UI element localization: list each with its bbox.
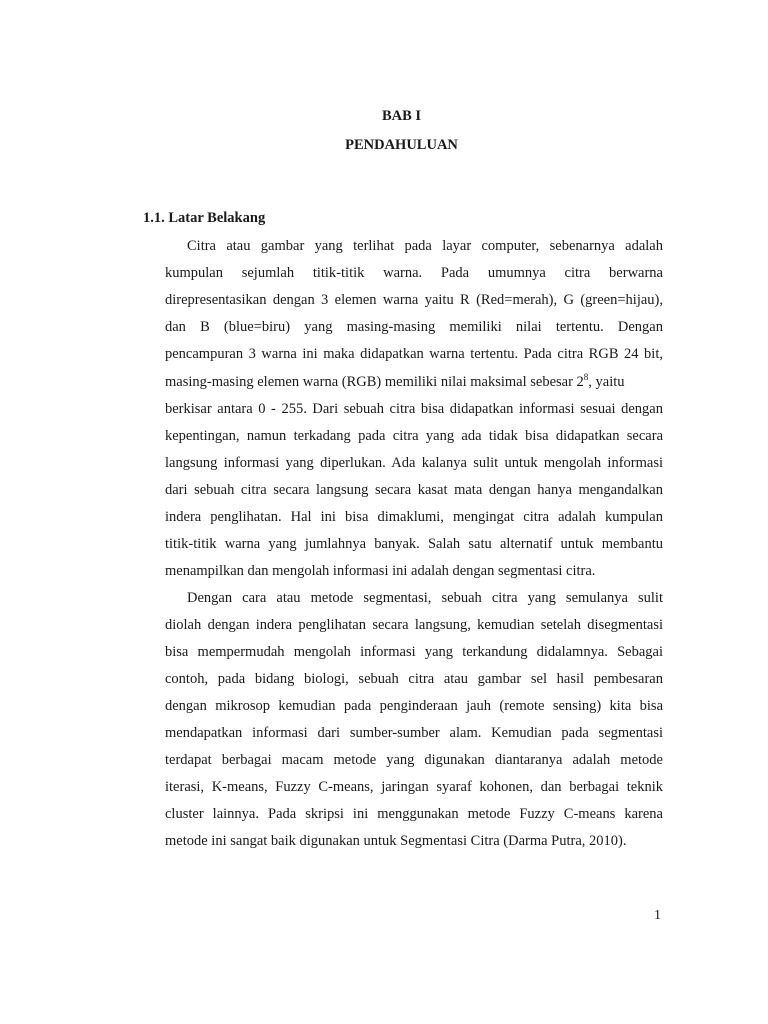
paragraph-1-line: langsung informasi yang diperlukan. Ada kalanya sulit untuk mengolah informasi bbox=[165, 455, 663, 471]
paragraph-2-line-last: metode ini sangat baik digunakan untuk Segmentasi Citra (Darma Putra, 2010). bbox=[165, 833, 627, 849]
paragraph-2-line: terdapat berbagai macam metode yang digunakan diantaranya adalah metode bbox=[165, 752, 663, 768]
section-title: 1.1. Latar Belakang bbox=[143, 210, 266, 226]
paragraph-1-line-last: menampilkan dan mengolah informasi ini adalah dengan segmentasi citra. bbox=[165, 563, 596, 579]
paragraph-2-line: bisa mempermudah mengolah informasi yang terkandung didalamnya. Sebagai bbox=[165, 644, 663, 660]
paragraph-1-line: pencampuran 3 warna ini maka didapatkan warna tertentu. Pada citra RGB 24 bit, bbox=[165, 346, 663, 362]
superscript-exponent: 8 bbox=[583, 372, 589, 382]
paragraph-2-line: cluster lainnya. Pada skripsi ini menggunakan metode Fuzzy C-means karena bbox=[165, 806, 663, 822]
paragraph-1-line: dan B (blue=biru) yang masing-masing memiliki nilai tertentu. Dengan bbox=[165, 319, 663, 335]
chapter-label: BAB I bbox=[381, 108, 422, 124]
paragraph-1-line: direpresentasikan dengan 3 elemen warna yaitu R (Red=merah), G (green=hijau), bbox=[165, 292, 663, 308]
paragraph-2-line: dengan mikrosop kemudian pada penginderaan jauh (remote sensing) kita bisa bbox=[165, 698, 663, 714]
paragraph-2-line: iterasi, K-means, Fuzzy C-means, jaringan syaraf kohonen, dan berbagai teknik bbox=[165, 779, 663, 795]
paragraph-1-line: berkisar antara 0 - 255. Dari sebuah citra bisa didapatkan informasi sesuai dengan bbox=[165, 401, 663, 417]
superscript-suffix: , yaitu bbox=[588, 374, 625, 390]
chapter-title: PENDAHULUAN bbox=[345, 137, 458, 153]
paragraph-1-line: dari sebuah citra secara langsung secara kasat mata dengan hanya mengandalkan bbox=[165, 482, 663, 498]
paragraph-1-line: kumpulan sejumlah titik-titik warna. Pada umumnya citra berwarna bbox=[165, 265, 663, 281]
paragraph-2-line: Dengan cara atau metode segmentasi, sebuah citra yang semulanya sulit bbox=[187, 590, 663, 606]
paragraph-1-line: Citra atau gambar yang terlihat pada layar computer, sebenarnya adalah bbox=[187, 238, 663, 254]
paragraph-2-line: mendapatkan informasi dari sumber-sumber alam. Kemudian pada segmentasi bbox=[165, 725, 663, 741]
paragraph-1-line: kepentingan, namun terkadang pada citra yang ada tidak bisa didapatkan secara bbox=[165, 428, 663, 444]
paragraph-2-line: contoh, pada bidang biologi, sebuah citra atau gambar sel hasil pembesaran bbox=[165, 671, 663, 687]
paragraph-1-line-text: masing-masing elemen warna (RGB) memiliki nilai maksimal sebesar 2 bbox=[165, 374, 584, 390]
paragraph-1-line: titik-titik warna yang jumlahnya banyak. Salah satu alternatif untuk membantu bbox=[165, 536, 663, 552]
page-number: 1 bbox=[654, 908, 661, 923]
paragraph-2-line: diolah dengan indera penglihatan secara langsung, kemudian setelah disegmentasi bbox=[165, 617, 663, 633]
paragraph-1-line: indera penglihatan. Hal ini bisa dimaklumi, mengingat citra adalah kumpulan bbox=[165, 509, 663, 525]
paragraph-1-line-with-superscript bbox=[165, 373, 663, 391]
